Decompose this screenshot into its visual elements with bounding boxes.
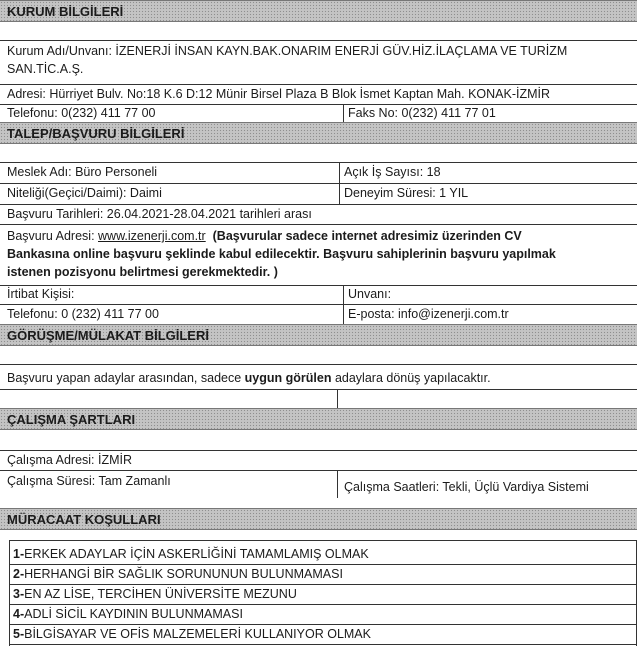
gorusme-text <box>7 371 491 386</box>
kurum-faks: Faks No: 0(232) 411 77 01 <box>348 106 496 120</box>
list-item: 1-ERKEK ADAYLAR İÇİN ASKERLİĞİNİ TAMAMLAMIŞ OLMAK <box>13 547 369 561</box>
calisma-adres: Çalışma Adresi: İZMİR <box>7 453 133 467</box>
divider <box>0 304 637 305</box>
talep-adres <box>7 229 522 244</box>
gorusme-text-post: adaylara dönüş yapılacaktır. <box>331 371 491 385</box>
talep-adres-label: Başvuru Adresi: <box>7 229 99 243</box>
section-header-kurum: KURUM BİLGİLERİ <box>0 0 637 22</box>
talep-deneyim: Deneyim Süresi: 1 YIL <box>344 186 469 200</box>
divider <box>9 540 10 646</box>
calisma-sure: Çalışma Süresi: Tam Zamanlı <box>7 474 171 488</box>
list-item: 4-ADLİ SİCİL KAYDININ BULUNMAMASI <box>13 607 243 621</box>
gorusme-text-pre: Başvuru yapan adaylar arasından, sadece <box>7 371 245 385</box>
kurum-adres: Adresi: Hürriyet Bulv. No:18 K.6 D:12 Münir Birsel Plaza B Blok İsmet Kaptan Mah. KONAK-İZMİR <box>7 87 551 101</box>
divider <box>0 470 637 471</box>
divider <box>0 224 637 225</box>
calisma-saat: Çalışma Saatleri: Tekli, Üçlü Vardiya Sistemi <box>344 480 589 494</box>
divider <box>343 104 344 122</box>
talep-telefon: Telefonu: 0 (232) 411 77 00 <box>7 307 159 321</box>
section-header-calisma: ÇALIŞMA ŞARTLARI <box>0 408 637 430</box>
divider <box>9 644 637 645</box>
gorusme-text-bold: uygun görülen <box>244 371 332 385</box>
talep-acik-is: Açık İş Sayısı: 18 <box>344 165 441 179</box>
kurum-unvan-line1: Kurum Adı/Unvanı: İZENERJİ İNSAN KAYN.BAK.ONARIM ENERJİ GÜV.HİZ.İLAÇLAMA VE TURİZM <box>7 44 568 58</box>
divider <box>0 183 637 184</box>
divider <box>0 364 637 365</box>
divider <box>9 584 637 585</box>
divider <box>0 104 637 105</box>
divider <box>337 470 338 498</box>
talep-niteligi: Niteliği(Geçici/Daimi): Daimi <box>7 186 162 200</box>
talep-note-line2: Bankasına online başvuru şeklinde kabul edilecektir. Başvuru sahiplerinin başvuru yapılmak <box>7 247 556 261</box>
section-header-talep: TALEP/BAŞVURU BİLGİLERİ <box>0 122 637 144</box>
divider <box>0 450 637 451</box>
divider <box>0 389 637 390</box>
talep-note-line1: (Başvurular sadece internet adresimiz üzerinden CV <box>212 229 522 243</box>
talep-irtibat: İrtibat Kişisi: <box>7 287 75 301</box>
basvuru-website-link[interactable]: www.izenerji.com.tr <box>98 229 206 243</box>
talep-note-line3: istenen pozisyonu belirtmesi gerekmektedir. ) <box>7 265 278 279</box>
talep-unvani: Unvanı: <box>348 287 392 301</box>
divider <box>0 204 637 205</box>
section-header-gorusme: GÖRÜŞME/MÜLAKAT BİLGİLERİ <box>0 324 637 346</box>
divider <box>0 84 637 85</box>
list-item: 3-EN AZ LİSE, TERCİHEN ÜNİVERSİTE MEZUNU <box>13 587 297 601</box>
divider <box>9 604 637 605</box>
talep-eposta: E-posta: info@izenerji.com.tr <box>348 307 509 321</box>
talep-tarihler: Başvuru Tarihleri: 26.04.2021-28.04.2021 tarihleri arası <box>7 207 312 221</box>
list-item: 5-BİLGİSAYAR VE OFİS MALZEMELERİ KULLANIYOR OLMAK <box>13 627 371 641</box>
divider <box>9 540 637 541</box>
divider <box>0 285 637 286</box>
kurum-telefon: Telefonu: 0(232) 411 77 00 <box>7 106 156 120</box>
divider <box>9 564 637 565</box>
divider <box>337 389 338 408</box>
divider <box>9 624 637 625</box>
list-item: 2-HERHANGİ BİR SAĞLIK SORUNUNUN BULUNMAMASI <box>13 567 343 581</box>
section-header-muracaat: MÜRACAAT KOŞULLARI <box>0 508 637 530</box>
kurum-unvan-line2: SAN.TİC.A.Ş. <box>7 62 84 76</box>
divider <box>0 40 637 41</box>
divider <box>0 162 637 163</box>
talep-meslek: Meslek Adı: Büro Personeli <box>7 165 158 179</box>
divider <box>343 285 344 325</box>
